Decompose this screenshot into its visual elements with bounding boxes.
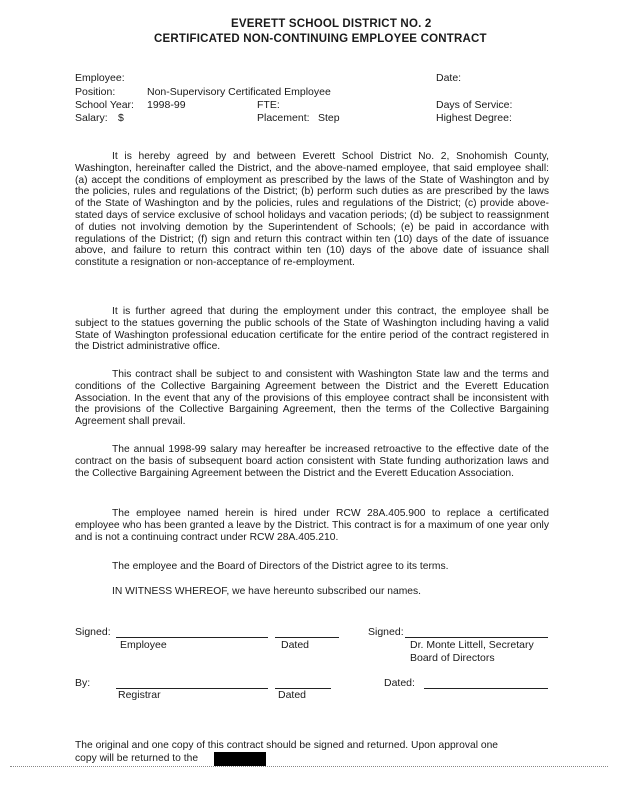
- document-subtitle: CERTIFICATED NON-CONTINUING EMPLOYEE CONTRACT: [154, 33, 487, 45]
- placement-label: Placement:: [257, 112, 310, 124]
- dated-caption-2: Dated: [278, 689, 307, 701]
- placement-value: Step: [318, 112, 340, 124]
- date-label: Date:: [436, 72, 462, 84]
- employee-signature-line[interactable]: [116, 637, 268, 638]
- signed-label: Signed:: [75, 626, 111, 638]
- page-bottom-rule: [10, 766, 608, 767]
- employee-caption: Employee: [120, 639, 167, 651]
- paragraph-agreement: The employee and the Board of Directors of the District agree to its terms.: [112, 561, 449, 572]
- board-caption: Board of Directors: [410, 652, 495, 664]
- footer-line-2: copy will be returned to the: [75, 753, 199, 764]
- document-title: EVERETT SCHOOL DISTRICT NO. 2: [231, 18, 432, 30]
- days-of-service-label: Days of Service:: [436, 99, 513, 111]
- school-year-label: School Year:: [75, 99, 134, 111]
- position-label: Position:: [75, 86, 116, 98]
- board-date-line[interactable]: [424, 688, 548, 689]
- paragraph-terms: It is hereby agreed by and between Everett School District No. 2, Snohomish County, Washington, hereinafter called the District, and the above-named employee, that said employee shall: (a) accept the conditions of employment as prescribed by the laws of the State of Washington and by the policies, rules and regulations of the District; (b) perform such duties as are prescribed by the laws of the State of Washington and by the policies, rules and regulations of the District; (c) provide above-stated days of service exclusive of school holidays and vacation periods; (d) be subject to reassignment of duties not involving demotion by the Superintendent of Schools; (e) be paid in accordance with regulations of the District; (f) sign and return this contract within ten (10) days of the date of issuance above, and failure to return this contract within ten (10) days of the above date of issuance shall constitute a resignation or non-acceptance of re-employment.: [75, 151, 549, 269]
- salary-value: $: [118, 112, 124, 124]
- registrar-caption: Registrar: [118, 689, 161, 701]
- dated-label-right: Dated:: [384, 677, 415, 689]
- by-label: By:: [75, 677, 91, 689]
- paragraph-rcw: The employee named herein is hired under RCW 28A.405.900 to replace a certificated employee who has been granted a leave by the District. This contract is for a maximum of one year only and is not a continuing contract under RCW 28A.405.210.: [75, 508, 549, 543]
- employee-date-line[interactable]: [275, 637, 339, 638]
- school-year-value: 1998-99: [147, 99, 186, 111]
- salary-label: Salary:: [75, 112, 108, 124]
- paragraph-certification: It is further agreed that during the employment under this contract, the employee shall be subject to the statues governing the public schools of the State of Washington including having a valid State of Washington professional education certificate for the entire period of the contract registered in the District administrative office.: [75, 306, 549, 353]
- paragraph-salary: The annual 1998-99 salary may hereafter be increased retroactive to the effective date of the contract on the basis of subsequent board action consistent with State funding authorization laws and the Collective Bargaining Agreement between the District and the Everett Education Association.: [75, 444, 549, 479]
- footer-line-1: The original and one copy of this contract should be signed and returned. Upon approval one: [75, 740, 499, 751]
- employee-label: Employee:: [75, 72, 125, 84]
- fte-label: FTE:: [257, 99, 280, 111]
- secretary-signature-line[interactable]: [405, 637, 548, 638]
- paragraph-witness: IN WITNESS WHEREOF, we have hereunto subscribed our names.: [112, 586, 422, 597]
- position-value: Non-Supervisory Certificated Employee: [147, 86, 331, 98]
- signed-label-right: Signed:: [368, 626, 404, 638]
- redaction-box: [214, 752, 266, 766]
- dated-caption: Dated: [281, 639, 310, 651]
- highest-degree-label: Highest Degree:: [436, 112, 512, 124]
- secretary-name: Dr. Monte Littell, Secretary: [410, 639, 534, 651]
- paragraph-bargaining: This contract shall be subject to and consistent with Washington State law and the terms and conditions of the Collective Bargaining Agreement between the District and the Everett Education Association. In the event that any of the provisions of this employee contract shall be inconsistent with the provisions of the Collective Bargaining Agreement, then the terms of the Collective Bargaining Agreement shall prevail.: [75, 369, 549, 428]
